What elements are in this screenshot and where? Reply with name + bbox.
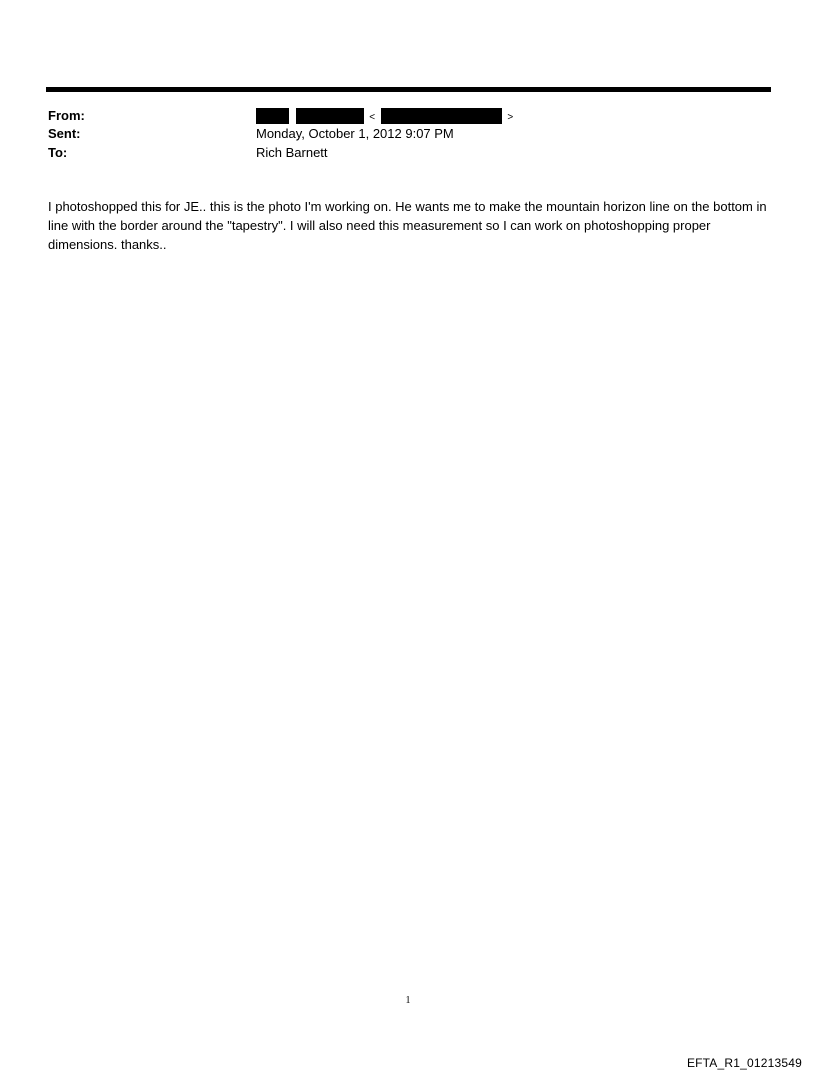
email-open-bracket: <: [369, 112, 376, 123]
sent-label: Sent:: [48, 126, 81, 141]
to-label: To:: [48, 145, 68, 160]
redaction-block-email: [381, 108, 502, 124]
to-value: Rich Barnett: [256, 145, 328, 160]
email-close-bracket: >: [507, 112, 514, 123]
sent-row: [48, 125, 748, 143]
page-number: 1: [405, 995, 411, 1006]
email-body: I photoshopped this for JE.. this is the photo I'm working on. He wants me to make the mountain horizon line on the bottom in line with the border around the "tapestry". I will also need this measurement so I can work on photoshopping proper dimensions. thanks..: [48, 199, 767, 252]
from-label: From:: [48, 108, 85, 123]
redaction-block-first-name: [256, 108, 289, 124]
header-divider: [46, 87, 771, 92]
from-row: [48, 107, 748, 125]
bates-number: EFTA_R1_01213549: [686, 1056, 802, 1070]
redaction-block-last-name: [296, 108, 364, 124]
to-row: [48, 144, 748, 162]
sent-value: Monday, October 1, 2012 9:07 PM: [256, 126, 454, 141]
from-value: [256, 107, 515, 127]
